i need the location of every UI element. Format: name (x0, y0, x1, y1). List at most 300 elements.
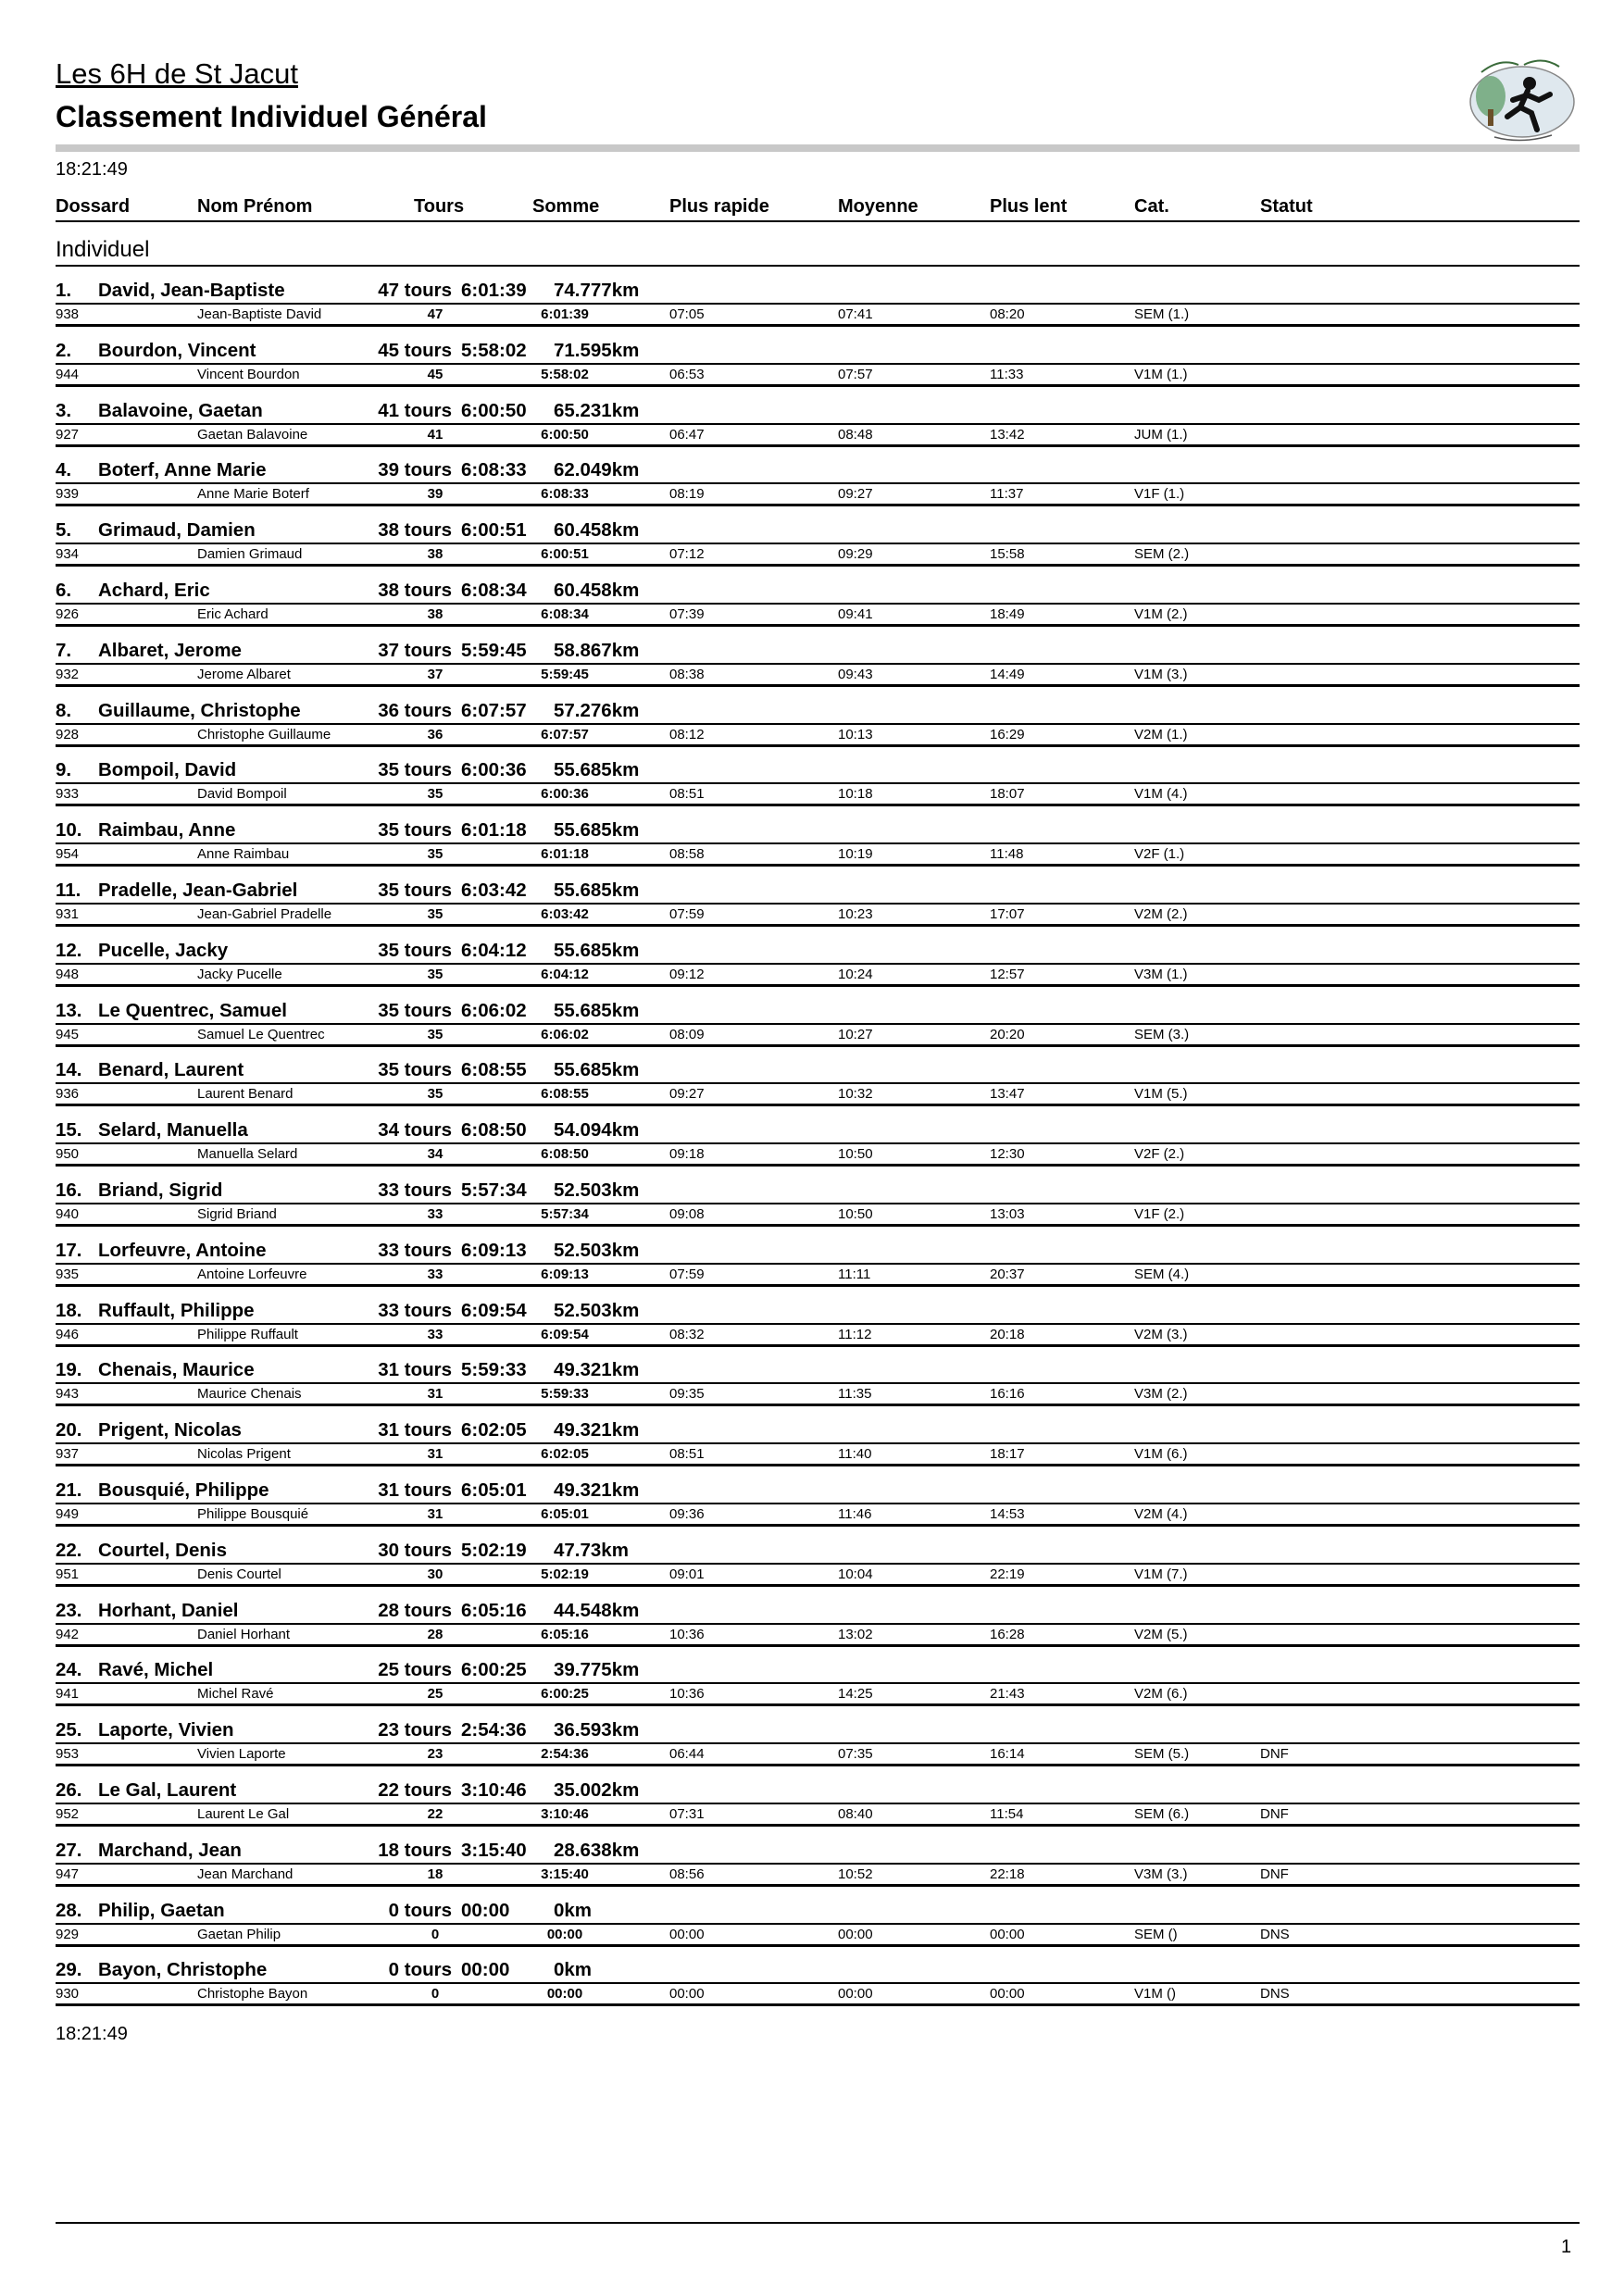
entry-detail-line (56, 1566, 1580, 1583)
result-entry (56, 1478, 1580, 1538)
entry-detail-rule (56, 1524, 1580, 1527)
entry-slowest: 16:28 (990, 1626, 1025, 1642)
entry-slowest: 00:00 (990, 1926, 1025, 1942)
entry-detail-rule (56, 804, 1580, 806)
entry-detail-rule (56, 744, 1580, 747)
entry-distance: 54.094km (554, 1119, 640, 1142)
entry-summary-rule (56, 1923, 1580, 1925)
entry-rank: 5. (56, 519, 72, 542)
entry-fastest: 07:59 (669, 905, 705, 922)
entry-sum: 6:08:55 (541, 1086, 589, 1103)
entry-detail-line (56, 1206, 1580, 1223)
entry-full-name: Antoine Lorfeuvre (197, 1266, 307, 1282)
entry-distance: 55.685km (554, 999, 640, 1021)
col-somme: Somme (532, 196, 600, 217)
entry-detail-rule (56, 864, 1580, 867)
entry-fastest: 08:38 (669, 666, 705, 682)
entry-summary-rule (56, 303, 1580, 305)
entry-category: SEM (6.) (1134, 1805, 1190, 1822)
result-entry (56, 1778, 1580, 1838)
runner-logo-icon (1463, 48, 1580, 148)
col-moyenne: Moyenne (838, 196, 918, 217)
entry-sum: 6:05:01 (541, 1505, 589, 1522)
entry-full-name: Anne Raimbau (197, 846, 290, 863)
entry-slowest: 13:03 (990, 1205, 1025, 1222)
entry-average: 00:00 (838, 1926, 873, 1942)
result-entry (56, 698, 1580, 758)
entry-detail-line (56, 1927, 1580, 1943)
entry-category: V2M (6.) (1134, 1686, 1188, 1703)
entry-detail-rule (56, 564, 1580, 567)
entry-rank: 12. (56, 939, 82, 961)
entry-laps: 31 (427, 1386, 443, 1403)
result-entry (56, 1357, 1580, 1417)
entry-fastest: 08:12 (669, 726, 705, 742)
entry-time: 6:05:16 (461, 1599, 527, 1621)
entry-time: 5:58:02 (461, 339, 527, 361)
entry-summary-rule (56, 423, 1580, 425)
entry-detail-line (56, 786, 1580, 803)
entry-time: 6:00:51 (461, 519, 527, 542)
entry-detail-line (56, 727, 1580, 743)
entry-time: 6:00:25 (461, 1659, 527, 1681)
entry-full-name: Christophe Guillaume (197, 726, 331, 742)
entry-bib: 934 (56, 546, 80, 563)
entry-category: V2M (4.) (1134, 1505, 1188, 1522)
entry-full-name: Jacky Pucelle (197, 966, 282, 982)
entry-name: Bousquié, Philippe (98, 1479, 269, 1501)
entry-full-name: Jerome Albaret (197, 666, 291, 682)
entry-slowest: 20:20 (990, 1026, 1025, 1042)
entry-detail-line (56, 1986, 1580, 2003)
entry-rank: 6. (56, 579, 72, 601)
entry-summary-rule (56, 1263, 1580, 1265)
entry-sum: 6:09:54 (541, 1326, 589, 1342)
entry-summary-rule (56, 723, 1580, 725)
entry-category: V1F (1.) (1134, 486, 1185, 503)
entry-detail-line (56, 1146, 1580, 1163)
entry-distance: 55.685km (554, 1059, 640, 1081)
entry-detail-line (56, 1327, 1580, 1343)
entry-detail-rule (56, 1404, 1580, 1406)
result-entry (56, 457, 1580, 518)
entry-average: 10:50 (838, 1205, 873, 1222)
entry-distance: 49.321km (554, 1359, 640, 1381)
entry-detail-rule (56, 624, 1580, 627)
entry-laps: 22 (427, 1805, 443, 1822)
entry-laps: 31 (427, 1446, 443, 1463)
entry-tours: 33 tours (378, 1299, 452, 1321)
entry-slowest: 12:57 (990, 966, 1025, 982)
entry-summary-rule (56, 1982, 1580, 1984)
entry-slowest: 18:17 (990, 1446, 1025, 1463)
entry-bib: 939 (56, 486, 80, 503)
entry-name: Bayon, Christophe (98, 1959, 268, 1981)
entry-status: DNF (1260, 1805, 1289, 1822)
result-entry (56, 638, 1580, 698)
entry-distance: 47.73km (554, 1539, 629, 1561)
event-title: Les 6H de St Jacut (56, 57, 298, 90)
entry-tours: 31 tours (378, 1359, 452, 1381)
entry-detail-line (56, 967, 1580, 983)
entry-average: 10:50 (838, 1146, 873, 1163)
entry-detail-rule (56, 684, 1580, 687)
entry-full-name: Eric Achard (197, 605, 269, 622)
entry-category: V1M (1.) (1134, 366, 1188, 382)
entry-fastest: 08:19 (669, 486, 705, 503)
entry-name: Lorfeuvre, Antoine (98, 1239, 267, 1261)
section-title: Individuel (56, 237, 150, 262)
entry-slowest: 13:47 (990, 1086, 1025, 1103)
entry-detail-rule (56, 984, 1580, 987)
entry-detail-rule (56, 1703, 1580, 1706)
entry-average: 11:46 (838, 1505, 872, 1522)
entry-time: 6:09:13 (461, 1239, 527, 1261)
entry-sum: 6:00:50 (541, 426, 589, 443)
entry-full-name: Gaetan Balavoine (197, 426, 308, 443)
entry-sum: 5:57:34 (541, 1205, 589, 1222)
entry-rank: 4. (56, 459, 72, 481)
entry-detail-line (56, 1746, 1580, 1763)
result-entry (56, 338, 1580, 398)
entry-fastest: 08:51 (669, 1446, 705, 1463)
entry-tours: 31 tours (378, 1479, 452, 1501)
entry-rank: 16. (56, 1179, 82, 1201)
entry-category: JUM (1.) (1134, 426, 1188, 443)
entry-summary-rule (56, 1503, 1580, 1504)
entry-fastest: 07:39 (669, 605, 705, 622)
entry-fastest: 08:58 (669, 846, 705, 863)
entry-name: David, Jean-Baptiste (98, 280, 285, 301)
entry-average: 09:43 (838, 666, 873, 682)
entry-summary-rule (56, 1563, 1580, 1565)
entry-rank: 21. (56, 1479, 82, 1501)
entry-average: 10:13 (838, 726, 873, 742)
result-entry (56, 1238, 1580, 1298)
entry-bib: 942 (56, 1626, 80, 1642)
print-time-bottom: 18:21:49 (56, 2024, 128, 2044)
entry-name: Briand, Sigrid (98, 1179, 223, 1201)
entry-laps: 35 (427, 966, 443, 982)
entry-time: 6:00:50 (461, 399, 527, 421)
entry-distance: 71.595km (554, 339, 640, 361)
entry-time: 6:08:33 (461, 459, 527, 481)
entry-full-name: Sigrid Briand (197, 1205, 277, 1222)
entry-fastest: 10:36 (669, 1626, 705, 1642)
entry-name: Pradelle, Jean-Gabriel (98, 879, 298, 901)
entry-category: V1M (6.) (1134, 1446, 1188, 1463)
entry-average: 09:29 (838, 546, 873, 563)
entry-rank: 20. (56, 1419, 82, 1441)
entry-fastest: 09:18 (669, 1146, 705, 1163)
entry-time: 5:59:45 (461, 639, 527, 661)
entry-sum: 6:08:50 (541, 1146, 589, 1163)
entry-sum: 6:05:16 (541, 1626, 589, 1642)
entry-name: Philip, Gaetan (98, 1899, 225, 1921)
entry-rank: 17. (56, 1239, 82, 1261)
entry-tours: 22 tours (378, 1778, 452, 1801)
entry-rank: 11. (56, 879, 81, 901)
entry-sum: 00:00 (546, 1926, 583, 1942)
entry-slowest: 00:00 (990, 1986, 1025, 2003)
col-plus-rapide: Plus rapide (669, 196, 769, 217)
entry-time: 6:01:39 (461, 280, 527, 301)
entry-tours: 25 tours (378, 1659, 452, 1681)
entry-detail-rule (56, 504, 1580, 506)
entry-detail-rule (56, 1044, 1580, 1047)
entry-category: V3M (3.) (1134, 1866, 1188, 1882)
entry-laps: 41 (427, 426, 443, 443)
entry-distance: 55.685km (554, 819, 640, 842)
entry-bib: 931 (56, 905, 80, 922)
entry-fastest: 08:09 (669, 1026, 705, 1042)
entry-category: V1M (5.) (1134, 1086, 1188, 1103)
entry-laps: 47 (427, 306, 443, 322)
print-time: 18:21:49 (56, 159, 128, 180)
entry-detail-line (56, 367, 1580, 383)
entry-category: V1M () (1134, 1986, 1176, 2003)
entry-average: 13:02 (838, 1626, 873, 1642)
entry-name: Albaret, Jerome (98, 639, 242, 661)
result-entry (56, 1598, 1580, 1658)
entry-summary-rule (56, 782, 1580, 784)
header-rule (56, 220, 1580, 222)
entry-name: Benard, Laurent (98, 1059, 244, 1081)
entry-bib: 948 (56, 966, 80, 982)
section-rule (56, 265, 1580, 267)
entry-time: 00:00 (461, 1899, 510, 1921)
entry-name: Bourdon, Vincent (98, 339, 256, 361)
entry-slowest: 20:37 (990, 1266, 1025, 1282)
entry-time: 5:02:19 (461, 1539, 527, 1561)
entry-sum: 6:09:13 (541, 1266, 589, 1282)
col-dossard: Dossard (56, 196, 131, 217)
entry-tours: 35 tours (378, 999, 452, 1021)
entry-bib: 935 (56, 1266, 80, 1282)
entry-category: V1M (7.) (1134, 1566, 1188, 1582)
entry-name: Bompoil, David (98, 759, 237, 781)
entry-full-name: Maurice Chenais (197, 1386, 302, 1403)
entry-name: Guillaume, Christophe (98, 699, 301, 721)
entry-status: DNF (1260, 1746, 1289, 1763)
entry-detail-line (56, 906, 1580, 923)
entry-sum: 6:08:33 (541, 486, 589, 503)
entry-rank: 3. (56, 399, 72, 421)
entry-rank: 14. (56, 1059, 82, 1081)
entry-laps: 25 (427, 1686, 443, 1703)
entry-distance: 55.685km (554, 759, 640, 781)
entry-summary-rule (56, 603, 1580, 605)
entry-average: 10:18 (838, 786, 873, 803)
entry-tours: 37 tours (378, 639, 452, 661)
entry-fastest: 08:51 (669, 786, 705, 803)
entry-average: 08:48 (838, 426, 873, 443)
entry-summary-rule (56, 1863, 1580, 1865)
entry-category: V2M (1.) (1134, 726, 1188, 742)
entry-distance: 58.867km (554, 639, 640, 661)
entry-bib: 938 (56, 306, 80, 322)
entry-summary-rule (56, 663, 1580, 665)
entry-sum: 6:00:36 (541, 786, 589, 803)
entry-bib: 929 (56, 1926, 80, 1942)
entry-laps: 35 (427, 905, 443, 922)
entry-distance: 60.458km (554, 519, 640, 542)
entry-full-name: Daniel Horhant (197, 1626, 291, 1642)
entry-average: 11:12 (838, 1326, 872, 1342)
result-entry (56, 1957, 1580, 2017)
entry-bib: 954 (56, 846, 80, 863)
entry-full-name: Laurent Benard (197, 1086, 294, 1103)
result-entry (56, 398, 1580, 458)
entry-detail-rule (56, 1644, 1580, 1647)
entry-average: 09:27 (838, 486, 873, 503)
entry-detail-rule (56, 1944, 1580, 1947)
entry-laps: 35 (427, 1026, 443, 1042)
entry-category: V2M (3.) (1134, 1326, 1188, 1342)
entry-name: Le Gal, Laurent (98, 1778, 237, 1801)
entry-tours: 35 tours (378, 1059, 452, 1081)
result-entry (56, 1657, 1580, 1717)
entry-laps: 39 (427, 486, 443, 503)
entry-slowest: 13:42 (990, 426, 1025, 443)
entry-bib: 930 (56, 1986, 80, 2003)
entry-rank: 10. (56, 819, 82, 842)
entry-status: DNS (1260, 1986, 1290, 2003)
entry-distance: 52.503km (554, 1299, 640, 1321)
entry-summary-rule (56, 482, 1580, 484)
entry-summary-rule (56, 1442, 1580, 1444)
entry-detail-line (56, 1506, 1580, 1523)
entry-detail-line (56, 846, 1580, 863)
entry-bib: 943 (56, 1386, 80, 1403)
entry-summary-rule (56, 1082, 1580, 1084)
entry-summary-rule (56, 1623, 1580, 1625)
entry-sum: 6:03:42 (541, 905, 589, 922)
entry-tours: 45 tours (378, 339, 452, 361)
entry-rank: 29. (56, 1959, 82, 1981)
entry-category: V2F (1.) (1134, 846, 1185, 863)
entry-full-name: Michel Ravé (197, 1686, 274, 1703)
entry-rank: 13. (56, 999, 82, 1021)
entry-tours: 34 tours (378, 1119, 452, 1142)
entry-full-name: Anne Marie Boterf (197, 486, 309, 503)
entry-detail-rule (56, 1824, 1580, 1827)
entry-name: Grimaud, Damien (98, 519, 256, 542)
result-entry (56, 1838, 1580, 1898)
entry-full-name: Samuel Le Quentrec (197, 1026, 325, 1042)
entry-rank: 19. (56, 1359, 82, 1381)
entry-rank: 27. (56, 1839, 82, 1861)
result-entry (56, 578, 1580, 638)
entry-summary-rule (56, 1142, 1580, 1144)
entry-slowest: 16:29 (990, 726, 1025, 742)
entry-category: SEM (5.) (1134, 1746, 1190, 1763)
entry-slowest: 21:43 (990, 1686, 1025, 1703)
result-entry (56, 278, 1580, 338)
entry-time: 6:08:50 (461, 1119, 527, 1142)
col-cat: Cat. (1134, 196, 1169, 217)
entry-detail-line (56, 1386, 1580, 1403)
entry-bib: 951 (56, 1566, 80, 1582)
entry-laps: 35 (427, 846, 443, 863)
entry-summary-rule (56, 1382, 1580, 1384)
entry-laps: 28 (427, 1626, 443, 1642)
col-statut: Statut (1260, 196, 1313, 217)
entry-fastest: 09:35 (669, 1386, 705, 1403)
entry-tours: 38 tours (378, 579, 452, 601)
entry-sum: 6:00:51 (541, 546, 589, 563)
entry-detail-line (56, 1446, 1580, 1463)
entry-laps: 37 (427, 666, 443, 682)
entry-detail-rule (56, 1164, 1580, 1167)
entry-time: 6:02:05 (461, 1419, 527, 1441)
entry-fastest: 09:12 (669, 966, 705, 982)
entry-summary-rule (56, 363, 1580, 365)
entry-bib: 927 (56, 426, 80, 443)
entry-full-name: Laurent Le Gal (197, 1805, 290, 1822)
entry-full-name: Christophe Bayon (197, 1986, 308, 2003)
entry-time: 2:54:36 (461, 1719, 527, 1741)
entry-sum: 6:01:39 (541, 306, 589, 322)
entry-time: 6:05:01 (461, 1479, 527, 1501)
entry-distance: 57.276km (554, 699, 640, 721)
entry-sum: 5:59:33 (541, 1386, 589, 1403)
entry-summary-rule (56, 903, 1580, 905)
result-entry (56, 998, 1580, 1058)
entry-detail-rule (56, 1344, 1580, 1347)
entry-sum: 5:59:45 (541, 666, 589, 682)
entry-bib: 953 (56, 1746, 80, 1763)
result-entry (56, 878, 1580, 938)
entry-full-name: Philippe Ruffault (197, 1326, 298, 1342)
result-entry (56, 1417, 1580, 1478)
entry-time: 6:08:55 (461, 1059, 527, 1081)
entry-detail-rule (56, 1584, 1580, 1587)
entry-detail-line (56, 1027, 1580, 1043)
entry-bib: 932 (56, 666, 80, 682)
entry-rank: 2. (56, 339, 72, 361)
entry-rank: 25. (56, 1719, 82, 1741)
entry-average: 11:11 (838, 1266, 871, 1282)
entry-category: V1M (2.) (1134, 605, 1188, 622)
entry-name: Chenais, Maurice (98, 1359, 255, 1381)
entry-tours: 38 tours (378, 519, 452, 542)
entry-category: V2M (2.) (1134, 905, 1188, 922)
entry-slowest: 16:14 (990, 1746, 1025, 1763)
entry-category: SEM (2.) (1134, 546, 1190, 563)
entry-sum: 2:54:36 (541, 1746, 589, 1763)
entry-slowest: 18:49 (990, 605, 1025, 622)
entry-full-name: Jean-Gabriel Pradelle (197, 905, 332, 922)
result-entry (56, 1538, 1580, 1598)
entry-tours: 18 tours (378, 1839, 452, 1861)
entry-distance: 60.458km (554, 579, 640, 601)
entry-distance: 36.593km (554, 1719, 640, 1741)
entry-tours: 23 tours (378, 1719, 452, 1741)
entry-category: V1F (2.) (1134, 1205, 1185, 1222)
entry-distance: 55.685km (554, 939, 640, 961)
entry-summary-rule (56, 1023, 1580, 1025)
event-logo (1463, 48, 1580, 148)
entry-fastest: 00:00 (669, 1986, 705, 2003)
entry-laps: 38 (427, 605, 443, 622)
entry-detail-rule (56, 924, 1580, 927)
entry-distance: 35.002km (554, 1778, 640, 1801)
entry-detail-rule (56, 1464, 1580, 1466)
entry-rank: 24. (56, 1659, 82, 1681)
entry-sum: 5:58:02 (541, 366, 589, 382)
entry-laps: 33 (427, 1266, 443, 1282)
